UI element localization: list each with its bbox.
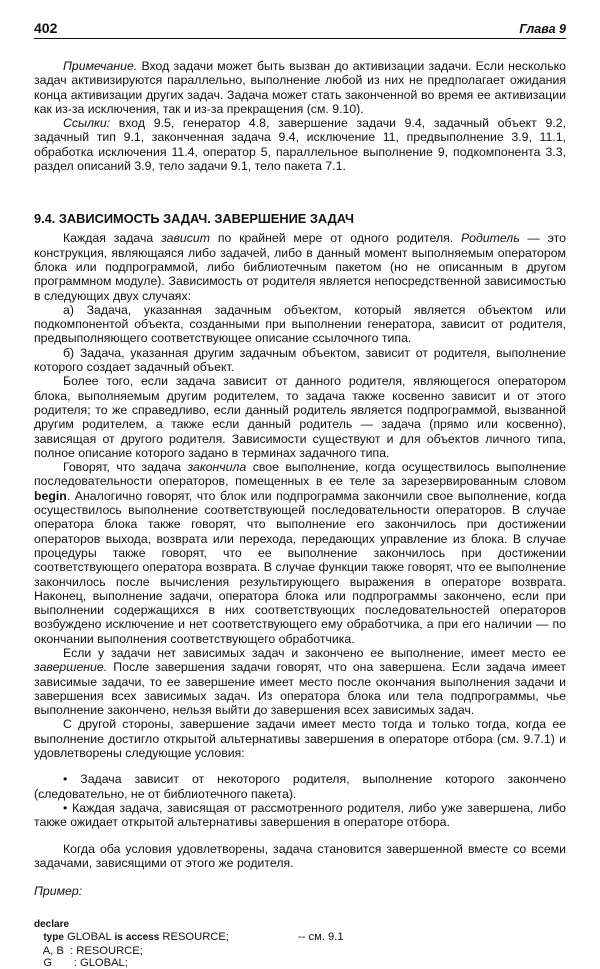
case-b: б) Задача, указанная другим задачным объектом, зависит от родителя, выполнение которого создает задачный объект. [34, 345, 566, 375]
keyword-declare: declare [34, 919, 70, 931]
note-text: Вход задачи может быть вызван до активизации задачи. Если несколько задач активизируются параллельно, выполнение любой из них не предполагает ожидания конца активизации других задач. Задача может стать законченной во время ее активизации как из-за исключения, так и из-за прекращения (см. 9.10). [34, 59, 566, 116]
paragraph-indirect-dependency: Более того, если задача зависит от данного родителя, являющегося оператором блока, выполняемым другим родителем, то задача также косвенно зависит и от этого родителя; то же справедливо, если данный родитель является подпрограммой, вызванной другим родителем, а также если данный родитель — задача (прямо или косвенно), зависящая от другого родителя. Зависимости существуют и для объектов личного типа, полное описание которого задано в терминах задачного типа. [34, 374, 566, 460]
code-line [34, 918, 566, 931]
code-text: A, B : RESOURCE; [42, 944, 143, 957]
indent [34, 945, 43, 957]
spacer [34, 760, 566, 772]
references-paragraph [34, 116, 566, 173]
bullet-item: • Задача зависит от некоторого родителя, выполнение которого закончено (следовательно, не от библиотечного пакета). [34, 772, 566, 801]
term-depends: зависит [161, 231, 210, 246]
section-heading: 9.4. ЗАВИСИМОСТЬ ЗАДАЧ. ЗАВЕРШЕНИЕ ЗАДАЧ [34, 211, 354, 227]
text: Каждая задача [63, 231, 162, 246]
spacer [34, 830, 566, 842]
keyword-type: type [43, 932, 64, 944]
page-number: 402 [34, 20, 58, 36]
term-termination: завершение. [34, 660, 108, 675]
code-line [34, 931, 566, 944]
code-text: G : GLOBAL; [43, 957, 128, 969]
text: После завершения задачи говорят, что она завершена. Если задача имеет зависимые задачи, то ее завершение имеет место после окончания выполнения задачи и завершения всех зависимых задач. Из оператора блока или тела подпрограммы, чье выполнение закончено, нельзя выйти до завершения всех зависимых задач. [34, 660, 566, 718]
example-label: Пример: [34, 884, 83, 899]
paragraph-dependency [34, 231, 566, 302]
bullet-item: • Каждая задача, зависящая от рассмотренного родителя, либо уже завершена, либо также ожидает открытой альтернативы завершения в операторе отбора. [34, 800, 566, 830]
code-line [34, 957, 566, 969]
text: — это конструкция, являющаяся либо задачей, либо в данный момент выполняемым оператором блока или подпрограммой, либо библиотечным пакетом (но не описанным в другом программном модуле). Зависимость от родителя является непосредственной зависимостью в следующих двух случаях: [34, 231, 566, 303]
text: Говорят, что задача [63, 460, 188, 475]
text: Если у задачи нет зависимых задач и закончено ее выполнение, имеет место ее [63, 645, 566, 660]
text: по крайней мере от одного родителя. [209, 231, 462, 246]
book-page [34, 18, 566, 969]
code-line [34, 945, 566, 957]
keyword-access: access [125, 932, 160, 944]
case-a: а) Задача, указанная задачным объектом, который является объектом или подкомпонентой объекта, созданными при выполнении генератора, зависит от родителя, предвыполняющего соответствующее описание ссылочного типа. [34, 302, 566, 346]
term-completed: закончила [187, 460, 247, 475]
paragraph-conclusion: Когда оба условия удовлетворены, задача становится завершенной вместе со всеми задачами, зависящими от этого же родителя. [34, 841, 566, 870]
references-text: вход 9.5, генератор 4.8, завершение задачи 9.4, задачный объект 9.2, задачный тип 9.1, законченная задача 9.4, исключение 11, предвыполнение 3.9, 11.1, обработка исключения 11.4, оператор 5, параллельное выполнение 9, подкомпонента 3.3, раздел описаний 3.9, тело задачи 9.1, тело пакета 7.1. [34, 116, 566, 174]
paragraph-other-side: С другой стороны, завершение задачи имеет место тогда и только тогда, когда ее выполнение достигло открытой альтернативы завершения в операторе отбора (см. 9.7.1) и удовлетворены следующие условия: [34, 717, 566, 761]
indent [34, 931, 43, 943]
text: . Аналогично говорят, что блок или подпрограмма закончили свое выполнение, когда осуществилось выполнение соответствующей последовательности операторов. В случае оператора блока также говорят, что выполнение его закончилось при достижении операторов выхода, возврата или перехода, передающих управление из блока. В случае процедуры также говорят, что ее выполнение закончилось при достижении соответствующего оператора возврата. В случае функции также говорят, что ее выполнение закончилось после вычисления результирующего выражения в операторе возврата. Наконец, выполнение задачи, оператора блока или подпрограммы закончено, если при выполнении содержащихся в них соответствующих последовательностей операторов возбуждено исключение и нет соответствующего ему обработчика, а при его наличии — по окончании выполнения соответствующего обработчика. [34, 488, 566, 646]
code-text: RESOURCE; [159, 931, 229, 944]
chapter-title: Глава 9 [519, 22, 566, 36]
paragraph-completed [34, 460, 566, 646]
code-example [34, 918, 566, 969]
keyword-begin: begin [34, 488, 67, 503]
note-label: Примечание. [63, 59, 138, 73]
text: свое выполнение, когда осуществилось выполнение последовательности операторов, помещенных в ее теле за зарезервированным словом [34, 460, 566, 489]
term-parent: Родитель [461, 231, 520, 246]
references-label: Ссылки: [63, 116, 111, 131]
note-paragraph [34, 59, 566, 116]
keyword-is: is [114, 932, 123, 944]
page-header [34, 18, 566, 39]
indent [34, 957, 43, 969]
code-text: GLOBAL [63, 931, 115, 944]
paragraph-termination [34, 646, 566, 717]
code-comment: -- см. 9.1 [298, 931, 344, 944]
